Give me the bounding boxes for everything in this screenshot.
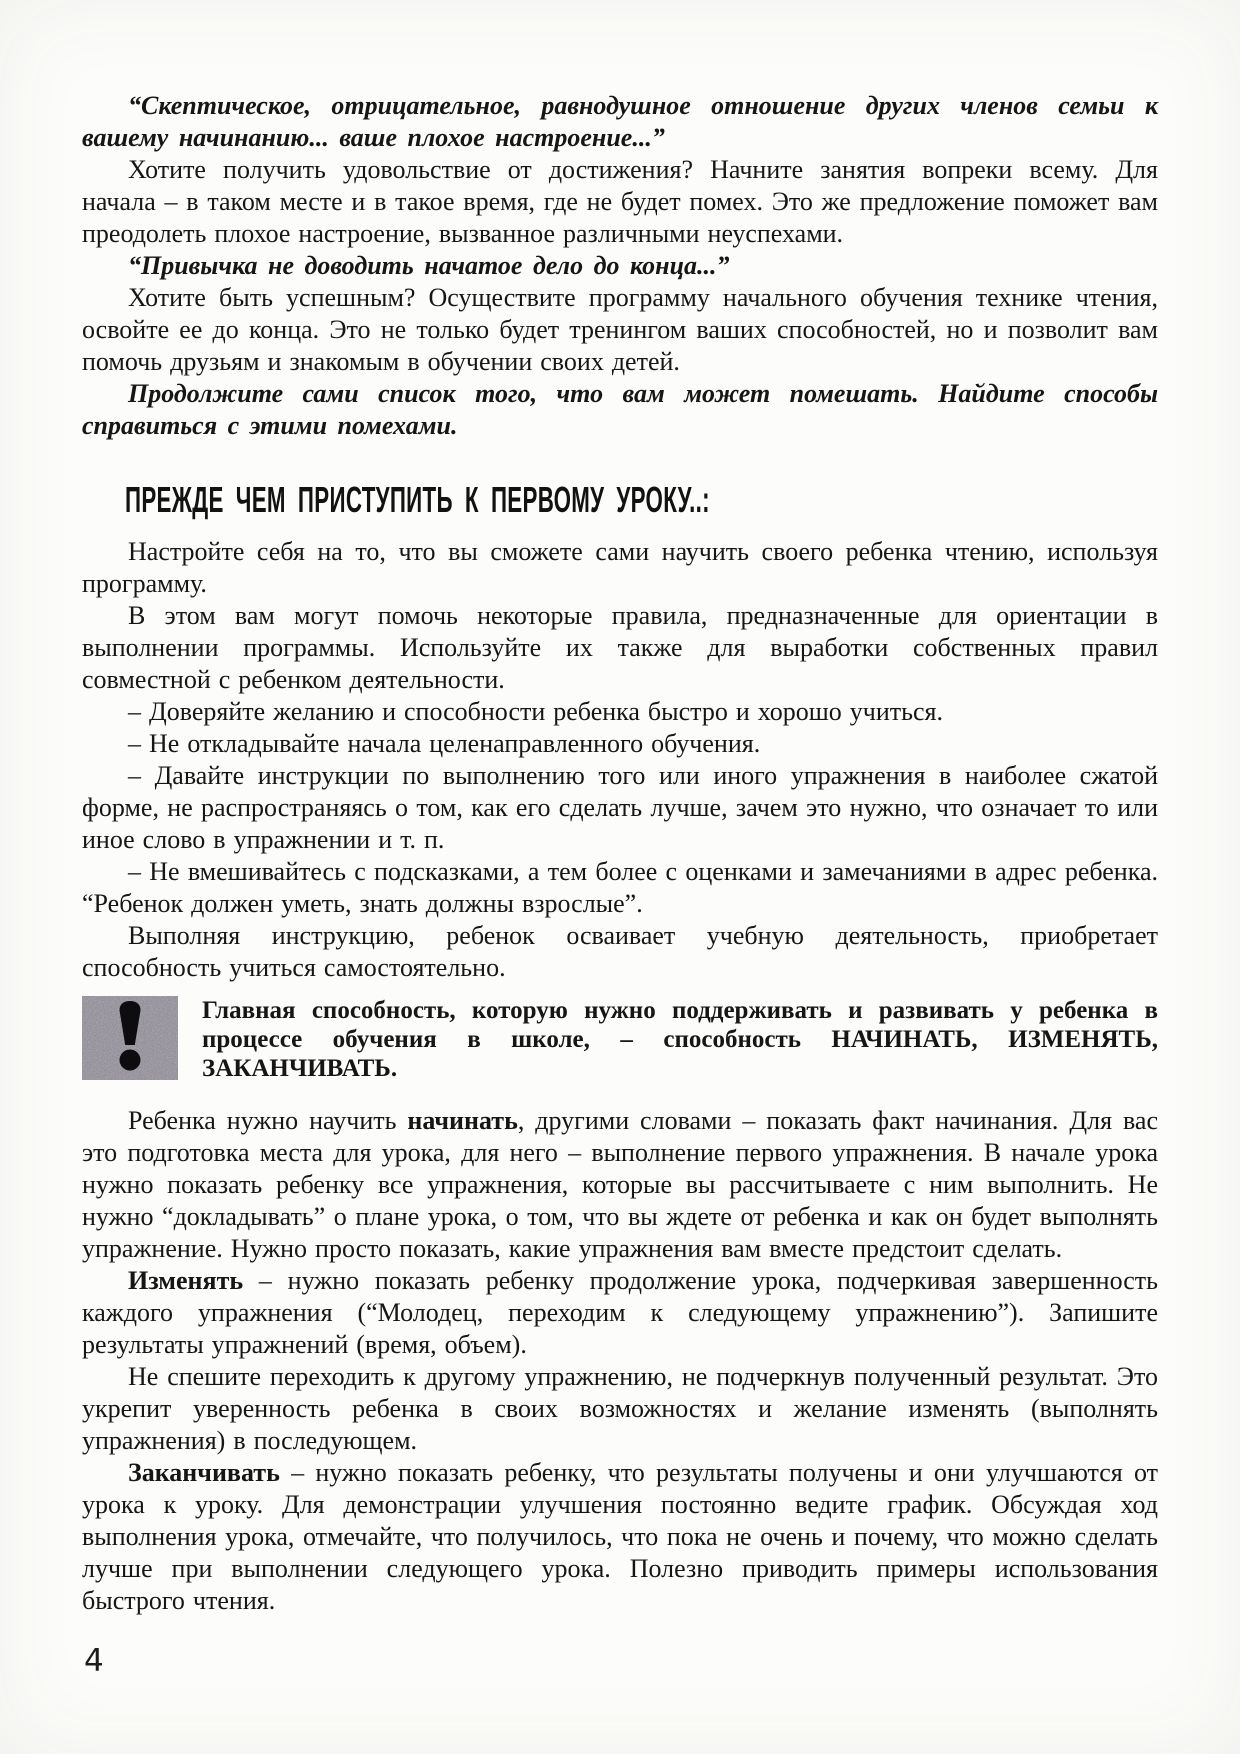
rule-item-short-instructions: – Давайте инструкции по выполнению того или иного упражнения в наиболее сжатой форме, не распространяясь о том, как его сделать лучше, зачем это нужно, что означает то или иное слово в упражнении и т. п. bbox=[82, 761, 1158, 854]
rule-item-dont-interfere: – Не вмешивайтесь с подсказками, а тем более с оценками и замечаниями в адрес ребенка. “Ребенок должен уметь, знать должны взрослые”. bbox=[82, 857, 1158, 918]
exclamation-icon bbox=[82, 996, 178, 1080]
paragraph-izmenyat bbox=[82, 1265, 1158, 1361]
paragraph-set-yourself: Настройте себя на то, что вы сможете сами научить своего ребенка чтению, используя программу. bbox=[82, 537, 1158, 598]
paragraph-following-instruction: Выполняя инструкцию, ребенок осваивает учебную деятельность, приобретает способность учиться самостоятельно. bbox=[82, 921, 1158, 982]
quote-habit-unfinished: “Привычка не доводить начатое дело до конца...” bbox=[128, 251, 730, 280]
keyword-izmenyat: Изменять bbox=[128, 1266, 244, 1295]
paragraph-teach-to-begin-pre: Ребенка нужно научить bbox=[128, 1106, 408, 1135]
paragraph-zakanchivat bbox=[82, 1457, 1158, 1617]
quote-obstacles-family: “Скептическое, отрицательное, равнодушное отношение других членов семьи к вашему начинанию... ваше плохое настроение...” bbox=[82, 91, 1158, 152]
paragraph-izmenyat-post: – нужно показать ребенку продолжение урока, подчеркивая завершенность каждого упражнения (“Молодец, переходим к следующему упражнению”). Запишите результаты упражнений (время, объем). bbox=[82, 1266, 1158, 1359]
callout-text: Главная способность, которую нужно поддерживать и развивать у ребенка в процессе обучения в школе, – способность НАЧИНАТЬ, ИЗМЕНЯТЬ, ЗАКАНЧИВАТЬ. bbox=[202, 997, 1158, 1082]
paragraph-rules-help: В этом вам могут помочь некоторые правила, предназначенные для ориентации в выполнении программы. Используйте их также для выработки собственных правил совместной с ребенком деятельности. bbox=[82, 601, 1158, 694]
paragraph-teach-to-begin bbox=[82, 1105, 1158, 1265]
text-column bbox=[82, 90, 1158, 1679]
quote-continue-list: Продолжите сами список того, что вам может помешать. Найдите способы справиться с этими помехами. bbox=[82, 379, 1158, 440]
paragraph-teach-to-begin-post: , другими словами – показать факт начинания. Для вас это подготовка места для урока, для него – выполнение первого упражнения. В начале урока нужно показать ребенку все упражнения, которые вы рассчитываете с ним выполнить. Не нужно “докладывать” о плане урока, о том, что вы ждете от ребенка и как он будет выполнять упражнение. Нужно просто показать, какие упражнения вам вместе предстоит сделать. bbox=[82, 1106, 1158, 1263]
section-heading-before-first-lesson: ПРЕЖДЕ ЧЕМ ПРИСТУПИТЬ К ПЕРВОМУ УРОКУ..: bbox=[125, 479, 710, 520]
page-number: 4 bbox=[84, 1643, 104, 1679]
keyword-zakanchivat: Заканчивать bbox=[128, 1458, 280, 1487]
callout-main-ability bbox=[82, 996, 1158, 1083]
paragraph-pleasure-from-achievement: Хотите получить удовольствие от достижения? Начните занятия вопреки всему. Для начала – в таком месте и в такое время, где не будет помех. Это же предложение поможет вам преодолеть плохое настроение, вызванное различными неуспехами. bbox=[82, 155, 1158, 248]
rule-item-trust: – Доверяйте желанию и способности ребенка быстро и хорошо учиться. bbox=[128, 697, 943, 726]
keyword-nachinat: начинать bbox=[407, 1106, 518, 1135]
paragraph-dont-rush: Не спешите переходить к другому упражнению, не подчеркнув полученный результат. Это укрепит уверенность ребенка в своих возможностях и желание изменять (выполнять упражнения) в последующем. bbox=[82, 1362, 1158, 1455]
rule-item-dont-postpone: – Не откладывайте начала целенаправленного обучения. bbox=[128, 729, 761, 758]
paragraph-zakanchivat-post: – нужно показать ребенку, что результаты получены и они улучшаются от урока к уроку. Для демонстрации улучшения постоянно ведите график. Обсуждая ход выполнения урока, отмечайте, что получилось, что пока не очень и почему, что можно сделать лучше при выполнении следующего урока. Полезно приводить примеры использования быстрого чтения. bbox=[82, 1458, 1158, 1615]
paragraph-be-successful: Хотите быть успешным? Осуществите программу начального обучения технике чтения, освойте ее до конца. Это не только будет тренингом ваших способностей, но и позволит вам помочь друзьям и знакомым в обучении своих детей. bbox=[82, 283, 1158, 376]
